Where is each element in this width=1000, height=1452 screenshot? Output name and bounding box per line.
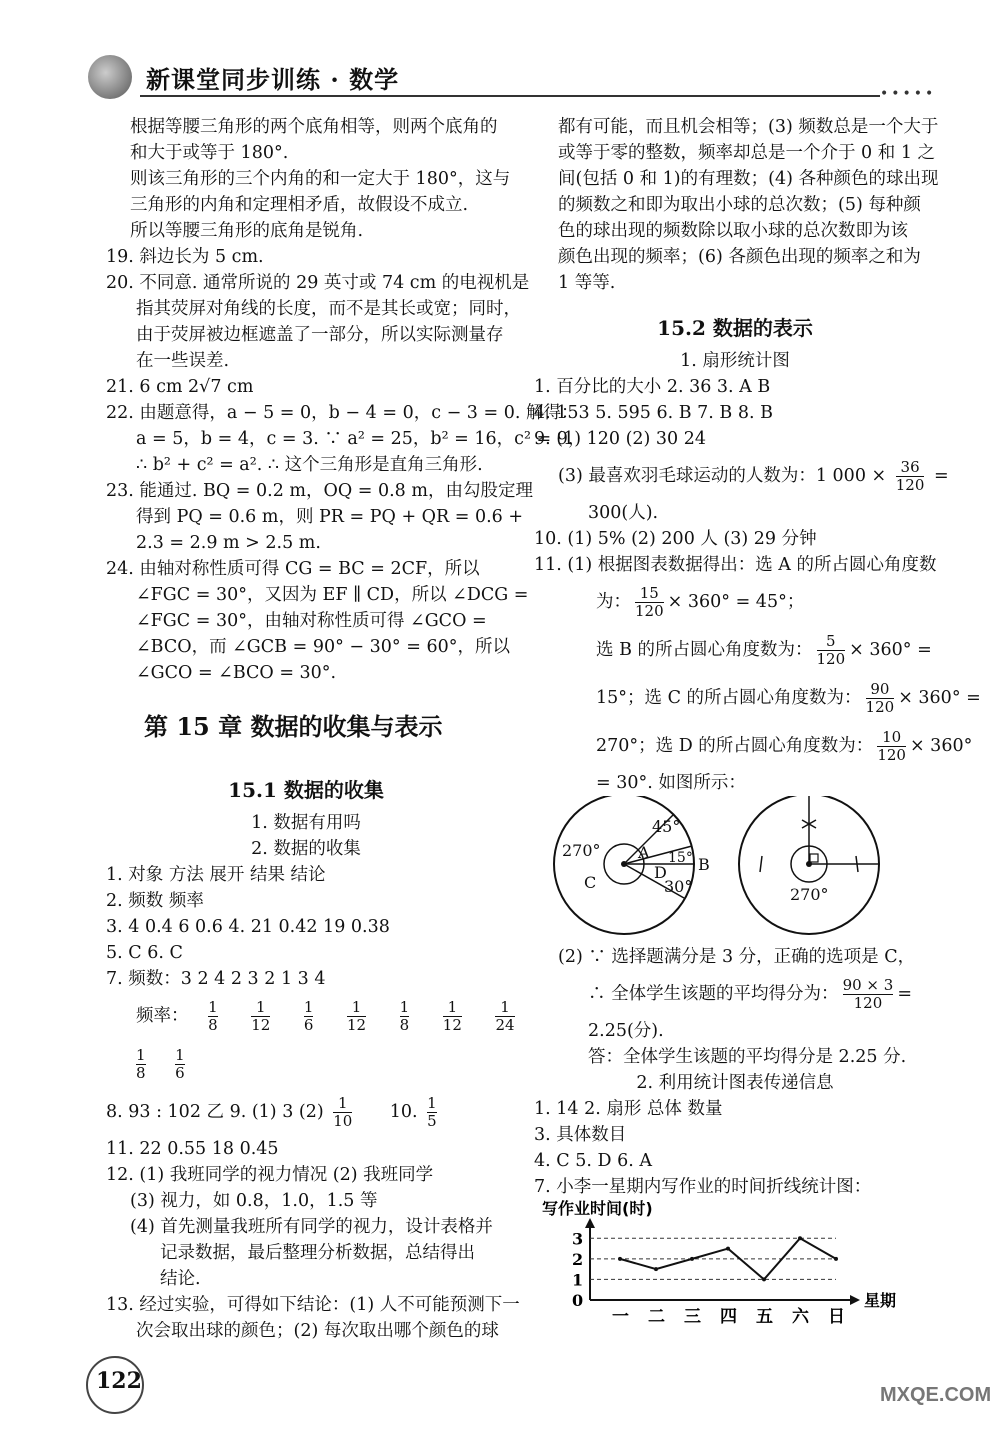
right-angle-mark — [810, 854, 818, 862]
label-270: 270° — [562, 841, 601, 860]
denominator: 120 — [895, 476, 925, 494]
page-header — [0, 0, 1000, 110]
text-span: ∴ 全体学生该题的平均得分为： — [588, 984, 839, 1004]
answer-11: 11. (1) 根据图表数据得出：选 A 的所占圆心角度数 — [534, 555, 937, 575]
fraction — [635, 585, 664, 620]
answer-4: 4. C 5. D 6. A — [534, 1151, 652, 1171]
answer-1: 1. 对象 方法 展开 结果 结论 — [106, 865, 326, 885]
numerator: 1 — [208, 998, 218, 1016]
numerator: 1 — [427, 1094, 437, 1112]
numerator: 90 — [870, 680, 890, 698]
denominator: 120 — [635, 602, 664, 620]
numerator: 1 — [175, 1046, 185, 1064]
subsection-title: 2. 数据的收集 — [251, 839, 361, 859]
answer-3: 3. 4 0.4 6 0.6 4. 21 0.42 19 0.38 — [106, 917, 390, 937]
x-tick-label: 四 — [720, 1307, 737, 1327]
text-line: 则该三角形的三个内角的和一定大于 180°，这与 — [130, 169, 511, 189]
denominator: 120 — [843, 994, 894, 1012]
answer-11-2: (2) ∵ 选择题满分是 3 分，正确的选项是 C， — [558, 947, 916, 967]
fraction — [817, 633, 846, 668]
data-point — [654, 1267, 658, 1271]
data-point — [762, 1277, 766, 1281]
text-line: 1 等等. — [558, 273, 616, 293]
text-line: ∠BCO，而 ∠GCB = 90° − 30° = 60°，所以 — [136, 637, 510, 657]
text-span: 15°；选 C 的所占圆心角度数为： — [596, 688, 862, 708]
text-line: = 30°. 如图所示： — [596, 773, 746, 793]
text-line: 指其荧屏对角线的长度，而不是其长或宽；同时， — [136, 299, 521, 319]
denominator: 12 — [442, 1016, 462, 1034]
fraction — [427, 1095, 437, 1130]
label-D: D — [654, 863, 667, 882]
fraction — [443, 999, 462, 1034]
numerator: 5 — [826, 632, 836, 650]
label-45: 45° — [652, 817, 681, 836]
data-point — [726, 1247, 730, 1251]
data-point — [798, 1236, 802, 1240]
answer-3: 3. 具体数目 — [534, 1125, 627, 1145]
text-line: (4) 首先测量我班所有同学的视力，设计表格并 — [130, 1217, 493, 1237]
header-rule — [140, 95, 880, 97]
text-line: 在一些误差. — [136, 351, 230, 371]
text-line: 由于荧屏被边框遮盖了一部分，所以实际测量存 — [136, 325, 504, 345]
text-span: × 360° = 45°； — [667, 592, 805, 612]
data-point — [618, 1257, 622, 1261]
answer-9-3 — [534, 452, 949, 500]
text-line: 都有可能，而且机会相等；(3) 频数总是一个大于 — [558, 117, 939, 137]
denominator: 8 — [399, 1016, 410, 1034]
denominator: 12 — [251, 1016, 271, 1034]
frequency-row — [106, 992, 515, 1040]
answer-1: 1. 百分比的大小 2. 36 3. A B — [534, 377, 771, 397]
label-A: A — [638, 843, 650, 862]
text-line: ∴ b² + c² = a². ∴ 这个三角形是直角三角形. — [136, 455, 483, 475]
header-title: 新课堂同步训练 · 数学 — [146, 65, 400, 94]
text-line — [534, 970, 936, 1018]
numerator: 1 — [447, 998, 458, 1016]
y-tick-label: 1 — [572, 1270, 584, 1290]
answer-20: 20. 不同意. 通常所说的 29 英寸或 74 cm 的电视机是 — [106, 273, 530, 293]
section-title: 15.2 数据的表示 — [657, 316, 813, 340]
fraction — [175, 1047, 185, 1082]
answer-13: 13. 经过实验，可得如下结论：(1) 人不可能预测下一 — [106, 1295, 520, 1315]
line-chart — [534, 1200, 936, 1330]
label-15: 15° — [668, 850, 693, 866]
fraction — [400, 999, 410, 1034]
fraction — [333, 1095, 352, 1130]
y-tick-label: 0 — [572, 1291, 584, 1310]
denominator: 6 — [175, 1064, 185, 1082]
text-line: 所以等腰三角形的底角是锐角. — [130, 221, 364, 241]
text-line: 2.3 = 2.9 m > 2.5 m. — [136, 533, 321, 553]
fraction — [495, 999, 514, 1034]
denominator: 8 — [208, 1016, 218, 1034]
fraction — [877, 729, 906, 764]
fraction — [896, 459, 925, 494]
text-span: = — [897, 984, 912, 1004]
denominator: 120 — [865, 698, 895, 716]
numerator: 1 — [338, 1094, 348, 1112]
subsection-title: 1. 数据有用吗 — [251, 813, 361, 833]
answer-8 — [106, 1088, 506, 1136]
pie-diagrams — [534, 796, 936, 936]
denominator: 6 — [303, 1016, 314, 1034]
text-line — [534, 626, 936, 674]
equals: = — [933, 466, 949, 486]
label-30: 30° — [664, 877, 693, 896]
chapter-title: 第 15 章 数据的收集与表示 — [144, 712, 443, 741]
answer-11: 11. 22 0.55 18 0.45 — [106, 1139, 279, 1159]
numerator: 10 — [882, 728, 902, 746]
x-tick-label: 三 — [684, 1307, 701, 1327]
header-logo-icon — [88, 55, 132, 99]
denominator: 10 — [333, 1112, 353, 1130]
text-line: 结论. — [160, 1269, 201, 1289]
numerator: 1 — [303, 998, 314, 1016]
text-span: × 360° — [909, 736, 973, 756]
watermark: MXQE.COM — [880, 1384, 992, 1406]
text-line: 和大于或等于 180°. — [130, 143, 289, 163]
data-point — [690, 1257, 694, 1261]
label-C: C — [584, 873, 597, 892]
text-line: 根据等腰三角形的两个底角相等，则两个底角的 — [130, 117, 498, 137]
text-line: ∠FGC = 30°，又因为 EF ∥ CD，所以 ∠DCG = — [136, 585, 529, 605]
text-span: 为： — [596, 592, 631, 612]
answer-22: 22. 由题意得，a − 5 = 0，b − 4 = 0，c − 3 = 0. 解得： — [106, 403, 579, 423]
section-title: 15.1 数据的收集 — [228, 778, 384, 802]
label-B: B — [698, 855, 710, 874]
denominator: 24 — [495, 1016, 515, 1034]
x-tick-label: 一 — [612, 1307, 629, 1327]
frequency-row — [106, 1040, 506, 1088]
text-line: a = 5，b = 4，c = 3. ∵ a² = 25，b² = 16，c² = 9， — [136, 429, 586, 449]
text-line: 次会取出球的颜色；(2) 每次取出哪个颜色的球 — [136, 1321, 499, 1341]
text-line: 记录数据，最后整理分析数据，总结得出 — [160, 1243, 475, 1263]
text-span: 选 B 的所占圆心角度数为： — [596, 640, 813, 660]
construction-mark — [856, 856, 858, 872]
center-dot — [806, 861, 812, 867]
numerator: 1 — [136, 1046, 146, 1064]
numerator: 1 — [399, 998, 410, 1016]
answer-2: 2. 频数 频率 — [106, 891, 204, 911]
y-tick-label: 2 — [572, 1249, 584, 1269]
denominator: 5 — [427, 1112, 437, 1130]
fraction — [347, 999, 366, 1034]
label-270: 270° — [790, 885, 829, 904]
construction-mark — [760, 856, 762, 872]
text-line: 色的球出现的频数除以取小球的总次数即为该 — [558, 221, 908, 241]
y-axis-arrow-icon — [585, 1218, 595, 1228]
frequency-label: 频率： — [136, 1006, 189, 1026]
text-line — [534, 674, 981, 722]
numerator: 1 — [500, 998, 510, 1016]
answer-19: 19. 斜边长为 5 cm. — [106, 247, 264, 267]
text-line: 颜色出现的频率；(6) 各颜色出现的频率之和为 — [558, 247, 921, 267]
text-line: 2.25(分). — [588, 1021, 664, 1041]
x-axis-arrow-icon — [850, 1295, 860, 1305]
answer-9-3-text: (3) 最喜欢羽毛球运动的人数为：1 000 × — [558, 466, 887, 486]
denominator: 120 — [816, 650, 846, 668]
numerator: 15 — [639, 584, 659, 602]
text-line: 答：全体学生该题的平均得分是 2.25 分. — [588, 1047, 907, 1067]
text-span: × 360° = — [898, 688, 981, 708]
answer-24: 24. 由轴对称性质可得 CG = BC = 2CF，所以 — [106, 559, 480, 579]
answer-21: 21. 6 cm 2√7 cm — [106, 377, 254, 397]
fraction — [208, 999, 218, 1034]
denominator: 120 — [877, 746, 906, 764]
answer-12: 12. (1) 我班同学的视力情况 (2) 我班同学 — [106, 1165, 434, 1185]
subsection-title: 2. 利用统计图表传递信息 — [636, 1073, 834, 1093]
page-number: 122 — [96, 1368, 142, 1394]
text-span: 270°；选 D 的所占圆心角度数为： — [596, 736, 874, 756]
y-tick-label: 3 — [572, 1229, 584, 1249]
fraction — [136, 1047, 146, 1082]
text-line — [534, 722, 973, 770]
x-tick-label: 五 — [756, 1307, 773, 1327]
text-span: × 360° = — [849, 640, 932, 660]
chart-title: 写作业时间(时) — [542, 1200, 653, 1218]
answer-5: 5. C 6. C — [106, 943, 183, 963]
numerator: 90 × 3 — [842, 976, 894, 994]
text-line: 300(人). — [588, 503, 659, 523]
answer-4: 4. 153 5. 595 6. B 7. B 8. B — [534, 403, 773, 423]
text-line: ∠GCO = ∠BCO = 30°. — [136, 663, 337, 683]
subsection-title: 1. 扇形统计图 — [680, 351, 790, 371]
answer-10-label: 10. — [361, 1102, 418, 1122]
text-line: 三角形的内角和定理相矛盾，故假设不成立. — [130, 195, 469, 215]
answer-1: 1. 14 2. 扇形 总体 数量 — [534, 1099, 723, 1119]
x-tick-label: 六 — [792, 1307, 809, 1327]
answer-8-text: 8. 93 : 102 乙 9. (1) 3 (2) — [106, 1102, 324, 1122]
denominator: 12 — [347, 1016, 367, 1034]
text-line — [534, 578, 936, 626]
center-dot — [621, 861, 627, 867]
text-line: ∠FGC = 30°，由轴对称性质可得 ∠GCO = — [136, 611, 487, 631]
fraction — [843, 977, 894, 1012]
fraction — [304, 999, 314, 1034]
right-column — [534, 114, 981, 1330]
denominator: 8 — [136, 1064, 146, 1082]
answer-7: 7. 小李一星期内写作业的时间折线统计图： — [534, 1177, 872, 1197]
text-line: (3) 视力，如 0.8，1.0，1.5 等 — [130, 1191, 378, 1211]
header-dots: ••••• — [880, 86, 937, 102]
x-axis-label: 星期 — [864, 1291, 897, 1310]
data-point — [834, 1257, 838, 1261]
numerator: 36 — [900, 458, 920, 476]
answer-7: 7. 频数：3 2 4 2 3 2 1 3 4 — [106, 969, 326, 989]
fraction — [251, 999, 270, 1034]
answer-10: 10. (1) 5% (2) 200 人 (3) 29 分钟 — [534, 529, 817, 549]
fraction — [866, 681, 895, 716]
text-line: 或等于零的整数，频率却总是一个介于 0 和 1 之 — [558, 143, 936, 163]
x-tick-label: 二 — [648, 1307, 665, 1327]
numerator: 1 — [255, 998, 266, 1016]
numerator: 1 — [351, 998, 362, 1016]
x-tick-label: 日 — [828, 1307, 845, 1327]
answer-9: 9. (1) 120 (2) 30 24 — [534, 429, 707, 449]
answer-23: 23. 能通过. BQ = 0.2 m，OQ = 0.8 m，由勾股定理 — [106, 481, 533, 501]
text-line: 的频数之和即为取出小球的总次数；(5) 每种颜 — [558, 195, 921, 215]
text-line: 间(包括 0 和 1)的有理数；(4) 各种颜色的球出现 — [558, 169, 939, 189]
text-line: 得到 PQ = 0.6 m，则 PR = PQ + QR = 0.6 + — [136, 507, 524, 527]
